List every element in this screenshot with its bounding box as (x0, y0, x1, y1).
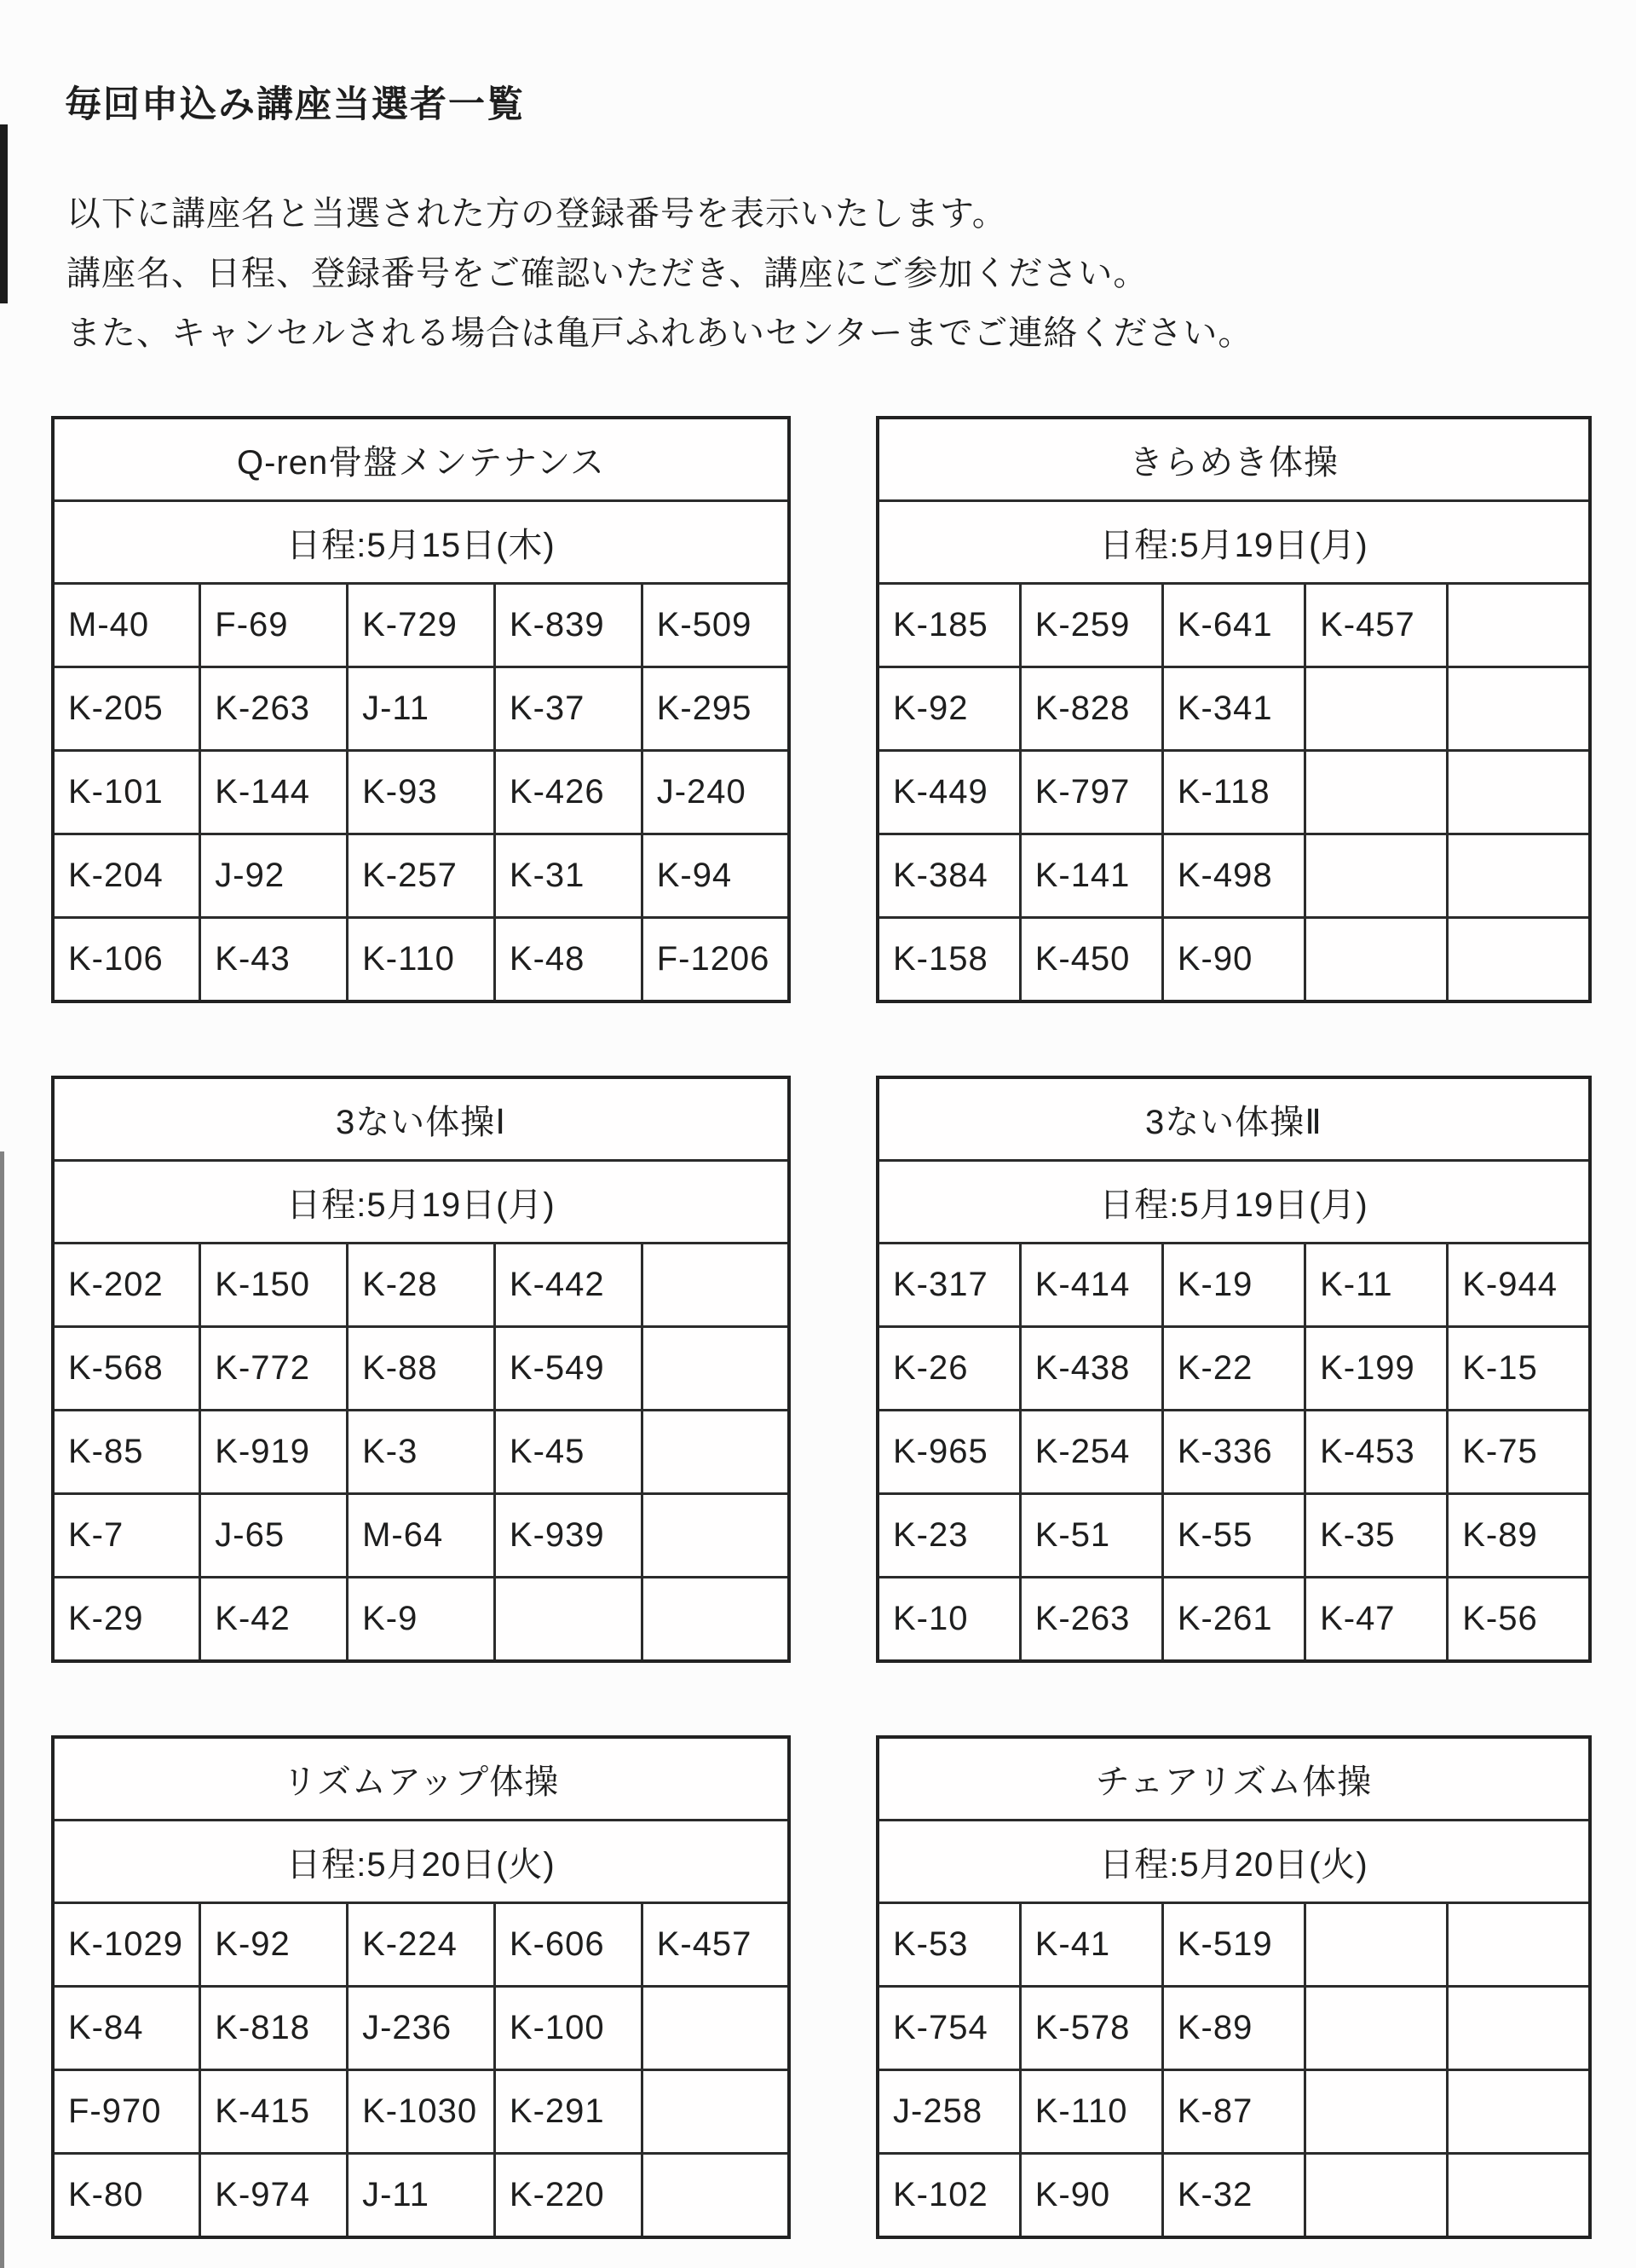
course-title: リズムアップ体操 (53, 1737, 789, 1821)
winner-row (878, 667, 1590, 751)
course-table-kirameki-taiso (876, 416, 1592, 1003)
page-title: 毎回申込み講座当選者一覧 (65, 84, 525, 125)
empty-cell (1448, 584, 1590, 667)
registration-number-cell: K-35 (1305, 1494, 1448, 1578)
registration-number-cell: F-69 (200, 584, 348, 667)
winner-row (53, 1411, 789, 1494)
empty-cell (1448, 1903, 1590, 1987)
course-title-row (53, 1737, 789, 1821)
registration-number-cell: K-84 (53, 1987, 200, 2070)
registration-number-cell: K-118 (1162, 751, 1305, 834)
registration-number-cell: K-29 (53, 1578, 200, 1662)
registration-number-cell: K-336 (1162, 1411, 1305, 1494)
course-title: きらめき体操 (878, 418, 1590, 501)
course-date: 日程:5月15日(木) (53, 501, 789, 584)
course-title: Q-ren骨盤メンテナンス (53, 418, 789, 501)
course-date: 日程:5月20日(火) (53, 1821, 789, 1903)
registration-number-cell: K-426 (494, 751, 642, 834)
winner-row (878, 1987, 1590, 2070)
registration-number-cell: K-150 (200, 1244, 348, 1327)
empty-cell (642, 1411, 789, 1494)
registration-number-cell: K-797 (1020, 751, 1162, 834)
empty-cell (1448, 667, 1590, 751)
registration-number-cell: K-944 (1448, 1244, 1590, 1327)
registration-number-cell: K-568 (53, 1327, 200, 1411)
registration-number-cell: K-263 (200, 667, 348, 751)
registration-number-cell: K-85 (53, 1411, 200, 1494)
winner-row (53, 1903, 789, 1987)
empty-cell (642, 1244, 789, 1327)
registration-number-cell: K-818 (200, 1987, 348, 2070)
registration-number-cell: K-606 (494, 1903, 642, 1987)
course-table-header (878, 1737, 1590, 1903)
registration-number-cell: K-1030 (348, 2070, 495, 2154)
registration-number-cell: K-261 (1162, 1578, 1305, 1662)
empty-cell (1448, 834, 1590, 918)
registration-number-cell: J-236 (348, 1987, 495, 2070)
course-date: 日程:5月19日(月) (53, 1161, 789, 1244)
registration-number-cell: K-80 (53, 2154, 200, 2238)
course-title: チェアリズム体操 (878, 1737, 1590, 1821)
registration-number-cell: K-415 (200, 2070, 348, 2154)
registration-number-cell: K-457 (1305, 584, 1448, 667)
registration-number-cell: K-90 (1162, 918, 1305, 1002)
winner-row (878, 1903, 1590, 1987)
registration-number-cell: K-295 (642, 667, 789, 751)
course-title-row (878, 1077, 1590, 1161)
winner-row (878, 1244, 1590, 1327)
winner-row (878, 1411, 1590, 1494)
empty-cell (1305, 667, 1448, 751)
registration-number-cell: K-754 (878, 1987, 1020, 2070)
registration-number-cell: K-94 (642, 834, 789, 918)
registration-number-cell: K-48 (494, 918, 642, 1002)
empty-cell (642, 2154, 789, 2238)
registration-number-cell: K-100 (494, 1987, 642, 2070)
registration-number-cell: J-240 (642, 751, 789, 834)
registration-number-cell: K-1029 (53, 1903, 200, 1987)
registration-number-cell: J-11 (348, 667, 495, 751)
registration-number-cell: K-442 (494, 1244, 642, 1327)
empty-cell (1305, 1903, 1448, 1987)
intro-line: また、キャンセルされる場合は亀戸ふれあいセンターまでご連絡ください。 (66, 315, 1253, 352)
winner-row (878, 751, 1590, 834)
registration-number-cell: K-549 (494, 1327, 642, 1411)
registration-number-cell: K-3 (348, 1411, 495, 1494)
course-date: 日程:5月19日(月) (878, 501, 1590, 584)
course-table-header (53, 418, 789, 584)
course-date-row (53, 501, 789, 584)
registration-number-cell: K-341 (1162, 667, 1305, 751)
course-title-row (878, 418, 1590, 501)
registration-number-cell: F-970 (53, 2070, 200, 2154)
scan-edge-artifact (0, 1151, 4, 2268)
registration-number-cell: K-92 (878, 667, 1020, 751)
empty-cell (1448, 751, 1590, 834)
registration-number-cell: K-457 (642, 1903, 789, 1987)
intro-line: 以下に講座名と当選された方の登録番号を表示いたします。 (66, 195, 1007, 233)
winner-row (53, 1244, 789, 1327)
registration-number-cell: K-509 (642, 584, 789, 667)
registration-number-cell: K-965 (878, 1411, 1020, 1494)
registration-number-cell: K-449 (878, 751, 1020, 834)
course-date-row (53, 1161, 789, 1244)
registration-number-cell: J-92 (200, 834, 348, 918)
winner-row (53, 2154, 789, 2238)
registration-number-cell: K-9 (348, 1578, 495, 1662)
empty-cell (1448, 2070, 1590, 2154)
course-table-chair-rhythm-taiso (876, 1735, 1592, 2239)
winner-row (878, 918, 1590, 1002)
registration-number-cell: K-498 (1162, 834, 1305, 918)
empty-cell (642, 1578, 789, 1662)
winner-row (878, 1578, 1590, 1662)
course-table-qren-pelvis (51, 416, 791, 1003)
winner-rows (878, 1244, 1590, 1662)
empty-cell (494, 1578, 642, 1662)
empty-cell (1305, 751, 1448, 834)
registration-number-cell: M-40 (53, 584, 200, 667)
registration-number-cell: K-88 (348, 1327, 495, 1411)
registration-number-cell: K-641 (1162, 584, 1305, 667)
registration-number-cell: K-55 (1162, 1494, 1305, 1578)
registration-number-cell: K-89 (1162, 1987, 1305, 2070)
course-table-header (878, 1077, 1590, 1244)
registration-number-cell: K-974 (200, 2154, 348, 2238)
course-tables-grid (51, 416, 1636, 2239)
registration-number-cell: J-258 (878, 2070, 1020, 2154)
winner-row (53, 834, 789, 918)
registration-number-cell: K-828 (1020, 667, 1162, 751)
registration-number-cell: K-56 (1448, 1578, 1590, 1662)
registration-number-cell: K-23 (878, 1494, 1020, 1578)
winner-row (878, 2070, 1590, 2154)
registration-number-cell: K-47 (1305, 1578, 1448, 1662)
winner-row (878, 2154, 1590, 2238)
registration-number-cell: K-102 (878, 2154, 1020, 2238)
registration-number-cell: K-110 (1020, 2070, 1162, 2154)
course-title: 3ない体操Ⅱ (878, 1077, 1590, 1161)
registration-number-cell: K-205 (53, 667, 200, 751)
empty-cell (1305, 1987, 1448, 2070)
registration-number-cell: K-199 (1305, 1327, 1448, 1411)
registration-number-cell: K-141 (1020, 834, 1162, 918)
winner-row (53, 584, 789, 667)
registration-number-cell: K-93 (348, 751, 495, 834)
registration-number-cell: K-578 (1020, 1987, 1162, 2070)
registration-number-cell: K-939 (494, 1494, 642, 1578)
empty-cell (1305, 2070, 1448, 2154)
registration-number-cell: K-19 (1162, 1244, 1305, 1327)
empty-cell (1305, 2154, 1448, 2238)
winner-row (878, 1327, 1590, 1411)
registration-number-cell: M-64 (348, 1494, 495, 1578)
registration-number-cell: J-11 (348, 2154, 495, 2238)
registration-number-cell: K-22 (1162, 1327, 1305, 1411)
intro-line: 講座名、日程、登録番号をご確認いただき、講座にご参加ください。 (66, 255, 1149, 292)
registration-number-cell: K-450 (1020, 918, 1162, 1002)
course-table-header (53, 1077, 789, 1244)
course-date: 日程:5月19日(月) (878, 1161, 1590, 1244)
course-date: 日程:5月20日(火) (878, 1821, 1590, 1903)
registration-number-cell: K-89 (1448, 1494, 1590, 1578)
course-date-row (878, 501, 1590, 584)
intro-text (66, 184, 1636, 363)
registration-number-cell: K-144 (200, 751, 348, 834)
winner-row (878, 1494, 1590, 1578)
empty-cell (642, 1987, 789, 2070)
registration-number-cell: K-32 (1162, 2154, 1305, 2238)
registration-number-cell: K-384 (878, 834, 1020, 918)
registration-number-cell: K-31 (494, 834, 642, 918)
registration-number-cell: K-45 (494, 1411, 642, 1494)
empty-cell (1448, 918, 1590, 1002)
registration-number-cell: K-42 (200, 1578, 348, 1662)
registration-number-cell: K-729 (348, 584, 495, 667)
registration-number-cell: K-87 (1162, 2070, 1305, 2154)
winner-rows (53, 584, 789, 1002)
course-date-row (878, 1821, 1590, 1903)
registration-number-cell: K-110 (348, 918, 495, 1002)
registration-number-cell: K-519 (1162, 1903, 1305, 1987)
registration-number-cell: K-106 (53, 918, 200, 1002)
registration-number-cell: K-839 (494, 584, 642, 667)
registration-number-cell: K-11 (1305, 1244, 1448, 1327)
winner-row (53, 667, 789, 751)
registration-number-cell: K-438 (1020, 1327, 1162, 1411)
registration-number-cell: K-185 (878, 584, 1020, 667)
registration-number-cell: K-224 (348, 1903, 495, 1987)
winner-row (53, 1987, 789, 2070)
registration-number-cell: K-317 (878, 1244, 1020, 1327)
course-table-header (53, 1737, 789, 1903)
empty-cell (642, 1327, 789, 1411)
winner-row (878, 584, 1590, 667)
registration-number-cell: K-220 (494, 2154, 642, 2238)
registration-number-cell: K-254 (1020, 1411, 1162, 1494)
winner-row (53, 1578, 789, 1662)
registration-number-cell: K-263 (1020, 1578, 1162, 1662)
empty-cell (1448, 1987, 1590, 2070)
course-title-row (878, 1737, 1590, 1821)
registration-number-cell: K-7 (53, 1494, 200, 1578)
registration-number-cell: K-158 (878, 918, 1020, 1002)
course-date-row (878, 1161, 1590, 1244)
registration-number-cell: K-414 (1020, 1244, 1162, 1327)
winner-rows (53, 1903, 789, 2238)
empty-cell (1305, 918, 1448, 1002)
winner-row (53, 918, 789, 1002)
registration-number-cell: K-26 (878, 1327, 1020, 1411)
empty-cell (1305, 834, 1448, 918)
registration-number-cell: K-37 (494, 667, 642, 751)
empty-cell (642, 1494, 789, 1578)
winner-row (53, 2070, 789, 2154)
registration-number-cell: K-43 (200, 918, 348, 1002)
empty-cell (642, 2070, 789, 2154)
registration-number-cell: K-51 (1020, 1494, 1162, 1578)
registration-number-cell: K-41 (1020, 1903, 1162, 1987)
registration-number-cell: K-259 (1020, 584, 1162, 667)
registration-number-cell: K-772 (200, 1327, 348, 1411)
registration-number-cell: K-28 (348, 1244, 495, 1327)
empty-cell (1448, 2154, 1590, 2238)
scan-edge-artifact (0, 124, 8, 303)
registration-number-cell: K-257 (348, 834, 495, 918)
winner-row (53, 751, 789, 834)
winner-rows (53, 1244, 789, 1662)
winner-row (53, 1327, 789, 1411)
course-title: 3ない体操Ⅰ (53, 1077, 789, 1161)
registration-number-cell: K-919 (200, 1411, 348, 1494)
course-table-header (878, 418, 1590, 584)
course-title-row (53, 418, 789, 501)
registration-number-cell: K-15 (1448, 1327, 1590, 1411)
registration-number-cell: K-291 (494, 2070, 642, 2154)
registration-number-cell: K-101 (53, 751, 200, 834)
registration-number-cell: K-75 (1448, 1411, 1590, 1494)
registration-number-cell: K-453 (1305, 1411, 1448, 1494)
registration-number-cell: F-1206 (642, 918, 789, 1002)
winner-rows (878, 584, 1590, 1002)
registration-number-cell: J-65 (200, 1494, 348, 1578)
registration-number-cell: K-92 (200, 1903, 348, 1987)
winner-rows (878, 1903, 1590, 2238)
registration-number-cell: K-10 (878, 1578, 1020, 1662)
course-table-rhythm-up-taiso (51, 1735, 791, 2239)
registration-number-cell: K-202 (53, 1244, 200, 1327)
course-table-3nai-taiso-2 (876, 1076, 1592, 1663)
winner-row (878, 834, 1590, 918)
winner-row (53, 1494, 789, 1578)
registration-number-cell: K-90 (1020, 2154, 1162, 2238)
registration-number-cell: K-53 (878, 1903, 1020, 1987)
course-date-row (53, 1821, 789, 1903)
registration-number-cell: K-204 (53, 834, 200, 918)
course-table-3nai-taiso-1 (51, 1076, 791, 1663)
course-title-row (53, 1077, 789, 1161)
